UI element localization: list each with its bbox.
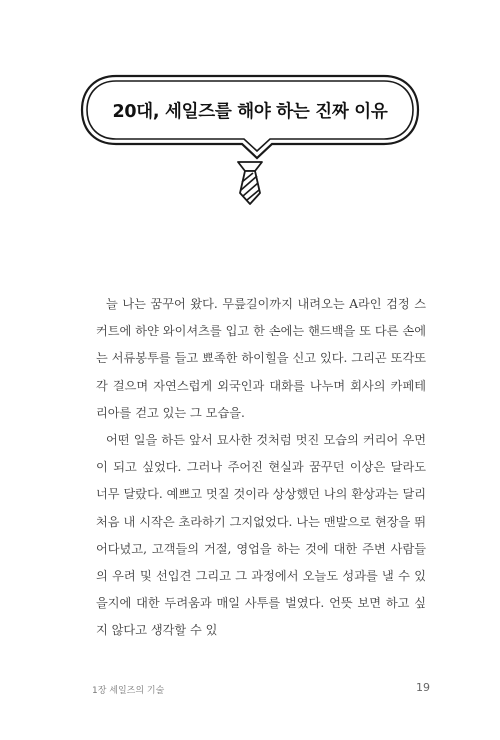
paragraph: 어떤 일을 하든 앞서 묘사한 것처럼 멋진 모습의 커리어 우먼이 되고 싶었다. 그러나 주어진 현실과 꿈꾸던 이상은 달라도 너무 달랐다. 예쁘고 멋질 것이라 상상했던 나의 환상과는 달리 처음 내 시작은 초라하기 그지없었다. 나는 맨발으로 현장을 뛰어다녔고, 고객들의 거절, 영업을 하는 것에 대한 주변 사람들의 우려 및 선입견 그리고 그 과정에서 오늘도 성과를 낼 수 있을지에 대한 두려움과 매일 사투를 벌였다. 언뜻 보면 하고 싶지 않다고 생각할 수 있 — [96, 433, 426, 638]
running-footer-chapter: 1장 세일즈의 기술 — [92, 686, 165, 696]
page-number: 19 — [416, 681, 430, 694]
chapter-heading-bubble — [0, 0, 500, 210]
paragraph: 늘 나는 꿈꾸어 왔다. 무릎길이까지 내려오는 A라인 검정 스커트에 하얀 와이셔츠를 입고 한 손에는 핸드백을 또 다른 손에는 서류봉투를 들고 뾰족한 하이힐을 신고 있다. 그리곤 또각또각 걸으며 자연스럽게 외국인과 대화를 나누며 회사의 카페테리아를 걷고 있는 그 모습을. — [96, 297, 426, 420]
chapter-title: 20대, 세일즈를 해야 하는 진짜 이유 — [112, 101, 388, 122]
body-text — [96, 291, 426, 645]
necktie-icon — [235, 160, 265, 206]
